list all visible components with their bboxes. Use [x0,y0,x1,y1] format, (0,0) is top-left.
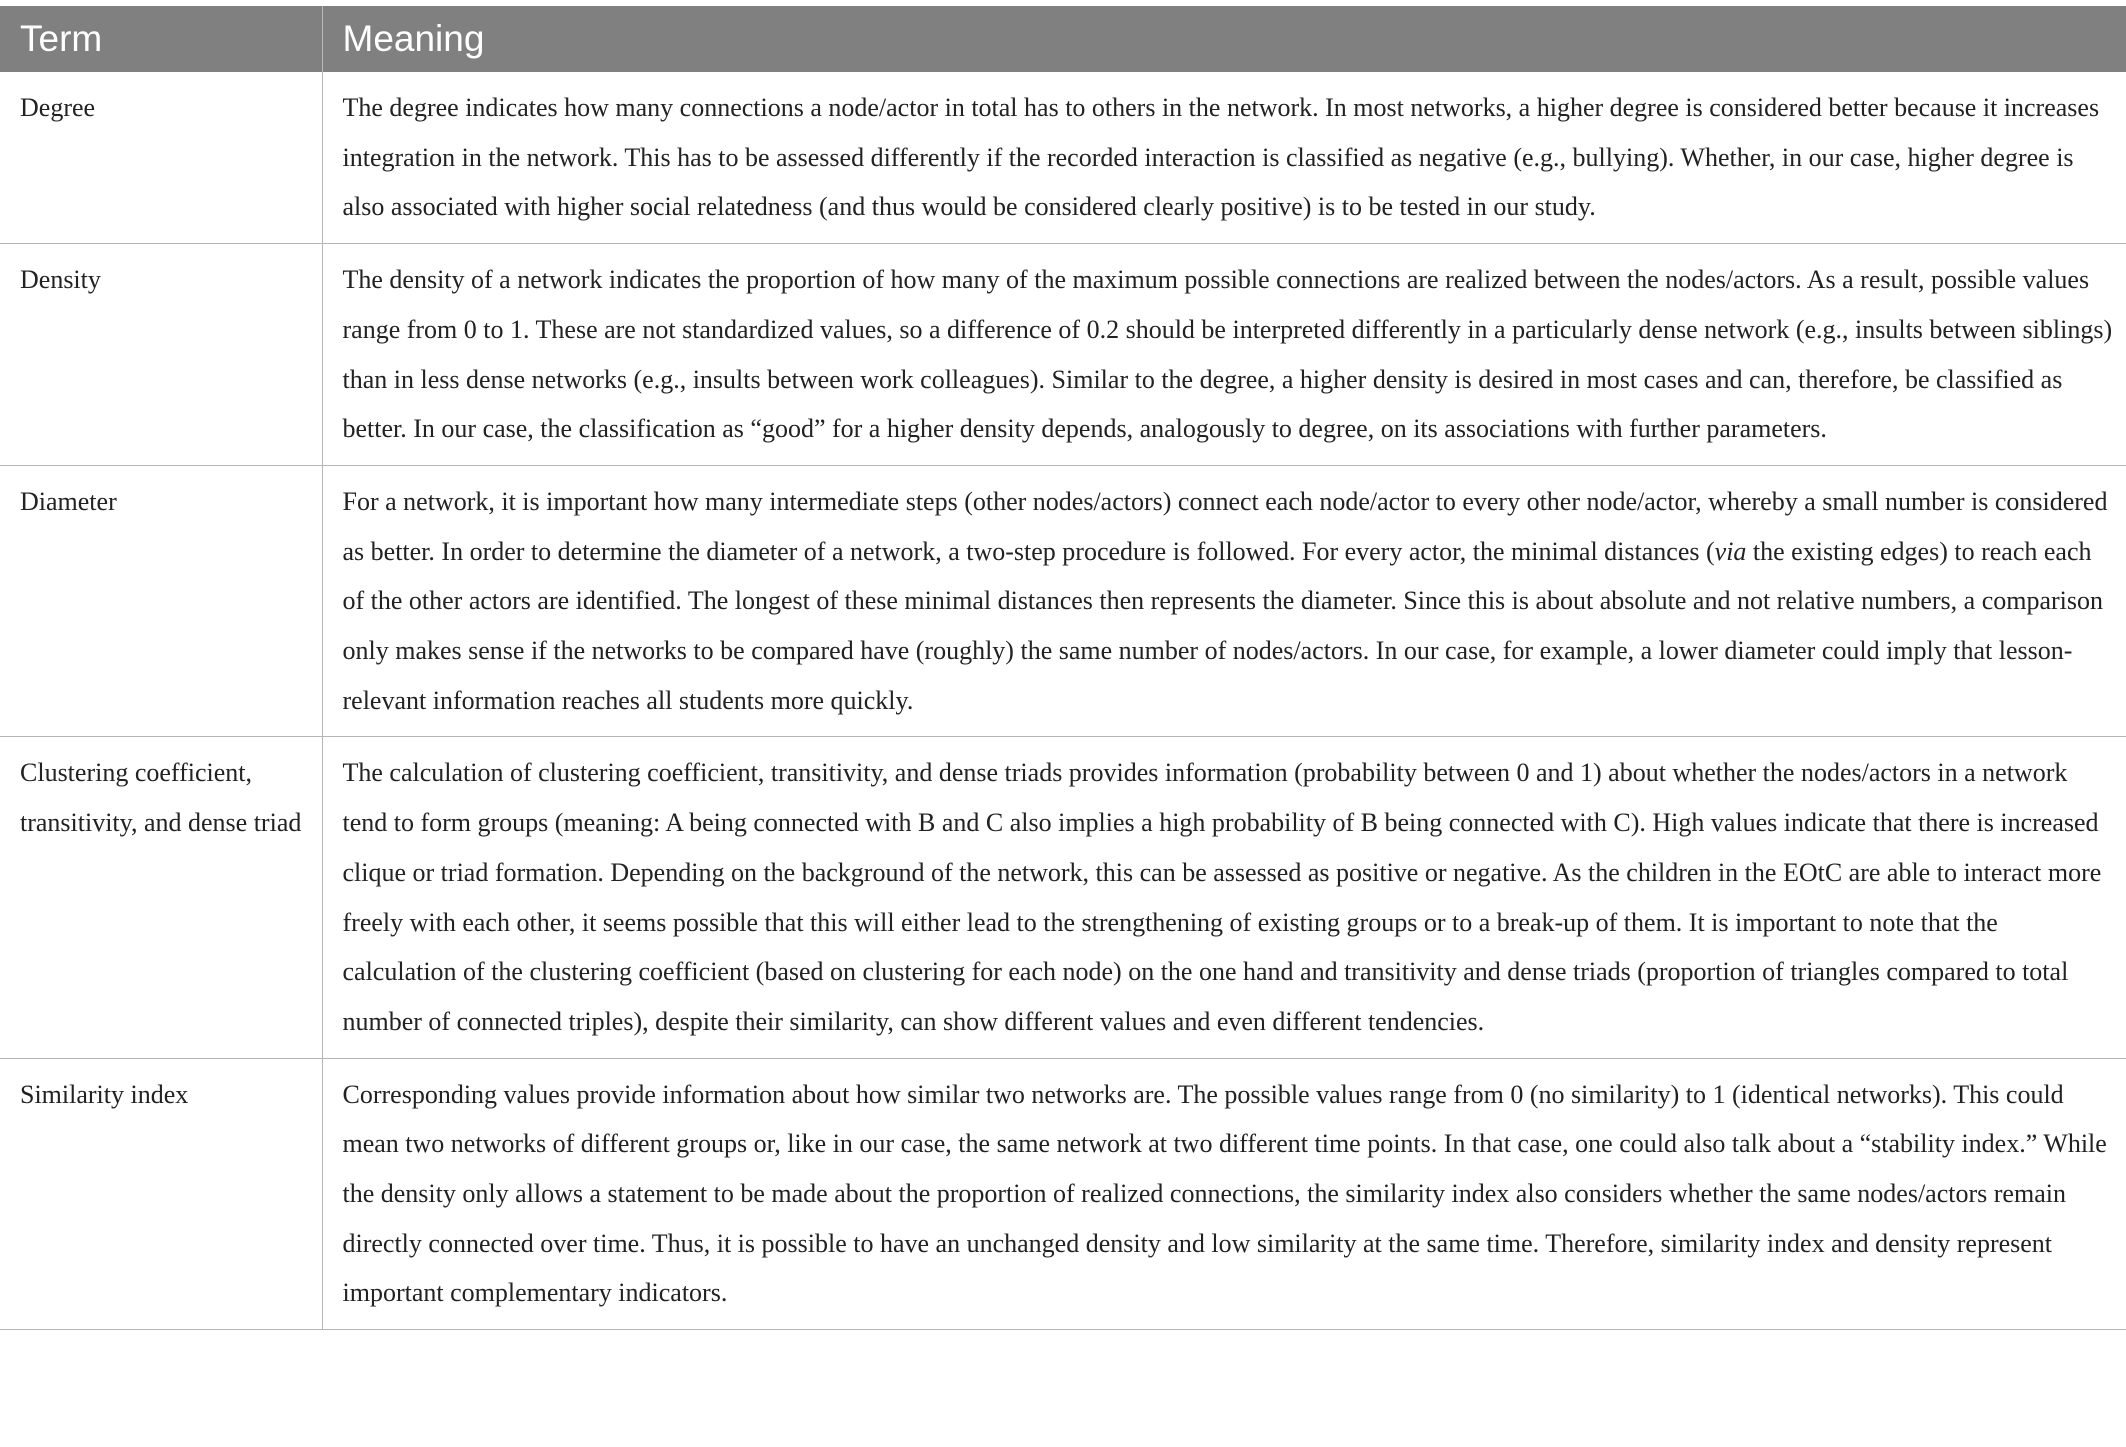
meaning-italic-text: via [1714,536,1747,566]
term-cell: Diameter [0,465,322,737]
meaning-cell: Corresponding values provide information about how similar two networks are. The possible values range from 0 (no similarity) to 1 (identical networks). This could mean two networks of different groups or, like in our case, the same network at two different time points. In that case, one could also talk about a “stability index.” While the density only allows a statement to be made about the proportion of realized connections, the similarity index also considers whether the same nodes/actors remain directly connected over time. Thus, it is possible to have an unchanged density and low similarity at the same time. Therefore, similarity index and density represent important complementary indicators. [322,1058,2126,1330]
meaning-cell [322,465,2126,737]
table-row-similarity-index [0,1058,2126,1330]
header-term: Term [0,6,322,72]
meaning-cell: The degree indicates how many connections a node/actor in total has to others in the network. In most networks, a higher degree is considered better because it increases integration in the network. This has to be assessed differently if the recorded interaction is classified as negative (e.g., bullying). Whether, in our case, higher degree is also associated with higher social relatedness (and thus would be considered clearly positive) is to be tested in our study. [322,72,2126,244]
table-row-diameter [0,465,2126,737]
term-cell: Clustering coefficient, transitivity, and dense triad [0,737,322,1058]
meaning-text-part: the existing edges) to reach each of the other actors are identified. The longest of these minimal distances then represents the diameter. Since this is about absolute and not relative numbers, a comparison only makes sense if the networks to be compared have (roughly) the same number of nodes/actors. In our case, for example, a lower diameter could imply that lesson-relevant information reaches all students more quickly. [342,536,2104,715]
glossary-table [0,6,2126,1330]
header-meaning: Meaning [322,6,2126,72]
term-cell: Similarity index [0,1058,322,1330]
meaning-cell: The calculation of clustering coefficient, transitivity, and dense triads provides information (probability between 0 and 1) about whether the nodes/actors in a network tend to form groups (meaning: A being connected with B and C also implies a high probability of B being connected with C). High values indicate that there is increased clique or triad formation. Depending on the background of the network, this can be assessed as positive or negative. As the children in the EOtC are able to interact more freely with each other, it seems possible that this will either lead to the strengthening of existing groups or to a break-up of them. It is important to note that the calculation of the clustering coefficient (based on clustering for each node) on the one hand and transitivity and dense triads (proportion of triangles compared to total number of connected triples), despite their similarity, can show different values and even different tendencies. [322,737,2126,1058]
table-row-clustering-coefficient [0,737,2126,1058]
glossary-table-container [0,6,2126,1330]
table-header [0,6,2126,72]
meaning-text-part: For a network, it is important how many intermediate steps (other nodes/actors) connect each node/actor to every other node/actor, whereby a small number is considered as better. In order to determine the diameter of a network, a two-step procedure is followed. For every actor, the minimal distances ( [342,486,2108,566]
table-row-density [0,244,2126,466]
meaning-cell: The density of a network indicates the proportion of how many of the maximum possible connections are realized between the nodes/actors. As a result, possible values range from 0 to 1. These are not standardized values, so a difference of 0.2 should be interpreted differently in a particularly dense network (e.g., insults between siblings) than in less dense networks (e.g., insults between work colleagues). Similar to the degree, a higher density is desired in most cases and can, therefore, be classified as better. In our case, the classification as “good” for a higher density depends, analogously to degree, on its associations with further parameters. [322,244,2126,466]
table-body [0,72,2126,1330]
term-cell: Density [0,244,322,466]
term-cell: Degree [0,72,322,244]
header-row [0,6,2126,72]
table-row-degree [0,72,2126,244]
